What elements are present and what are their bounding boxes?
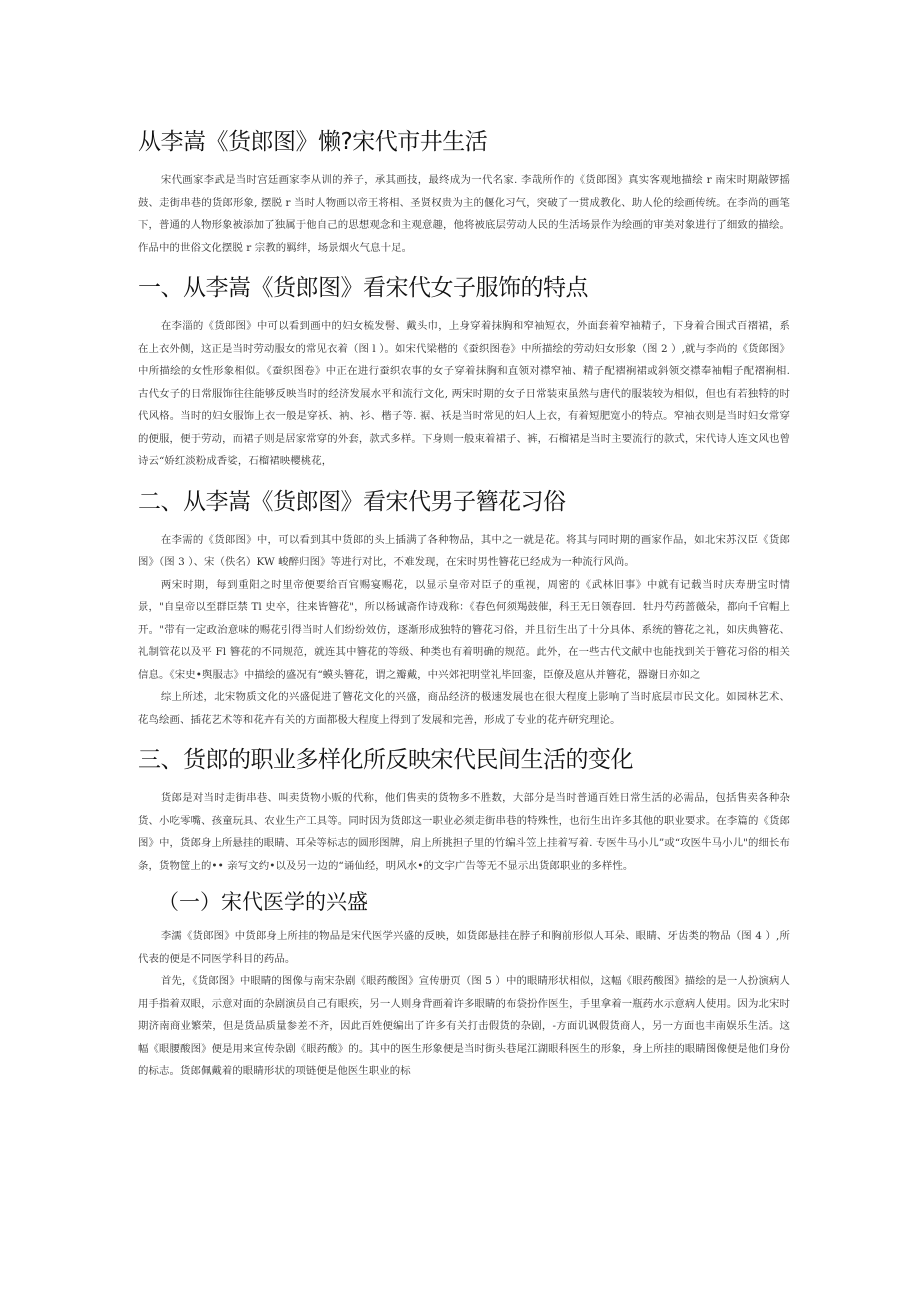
section-paragraph: 在李需的《货郎图》中，可以看到其中货郎的头上插满了各种物品，其中之一就是花。将其与同时期的画家作品，如北宋苏汉臣《货郎图》（图 3 ）、宋（佚名）KW 峻醉归图》等进行对比，不难发现，在宋时男性簪花已经成为一种流行风尚。 (138, 533, 790, 568)
subsection-paragraph: 李濡《货郎图》中货郎身上所挂的物品是宋代医学兴盛的反映，如货郎悬挂在脖子和胸前形似人耳朵、眼睛、牙齿类的物品（图 4 ）,所代表的便是不同医学科目的药品。 (138, 930, 790, 965)
section-heading: 二、从李嵩《货郎图》看宋代男子簪花习俗 (138, 488, 566, 515)
section-heading: 一、从李嵩《货郎图》看宋代女子服饰的特点 (138, 275, 588, 301)
section-women-clothing (138, 271, 790, 473)
section-men-hairpin-flowers (138, 485, 790, 732)
subsection-paragraph: 首先，《货郎图》中眼睛的图像与南宋杂剧《眼药酸图》宣传册页（图 5 ）中的眼睛形状相似，这幅《眼药酸图》描绘的是一人扮演病人用手指着双眼，示意对面的杂剧演员自己有眼疾，另一人则身背画着许多眼睛的布袋扮作医生，手里拿着一瓶药水示意病人使用。因为北宋时期济南商业繁荣，但是货品质量参差不齐，因此百姓便编出了许多有关打击假货的杂剧，-方面讥讽假货商人，另一方面也丰南娱乐生活。这幅《眼腰酸图》便是用来宣传杂剧《眼药酸》的。其中的医生形象便是当时街头巷尾江湖眼科医生的形象，身上所挂的眼睛图像便是他们身份的标志。货郎佩戴着的眼睛形状的项链便是他医生职业的标 (138, 975, 790, 1077)
subsection-medicine (138, 887, 790, 1083)
section-paragraph: 两宋时期，每到重阳之时里帝便要给百官赐宴赐花，以显示皇帝对臣子的重视，周密的《武林旧事》中就有记载当时庆寿册宝时情景，"自皇帝以至群臣禁 Tl 史卒，往来皆簪花"，所以杨诚斋作诗戏称：《春色何须羯鼓催，科王无日领春回．牡丹芍药蔷薇朵，都向千官帽上开。"带有一定政治意味的赐花引得当时人们纷纷效仿，逐渐形成独特的簪花习俗，并且衍生出了十分具体、系统的簪花之礼，如庆典簪花、礼制管花以及平 Fl 簪花的不同规范，就连其中簪花的等级、种类也有着明确的规范。此外，在一些古代文献中也能找到关于簪花习俗的相关信息。《宋史•舆服志》中描绘的盛况有“蟆头簪花，谓之瓣戴，中兴郊祀明堂礼毕回銮，臣僚及扈从并簪花，器谢日亦如之 (138, 578, 790, 681)
section-heading: 三、货郎的职业多样化所反映宋代民间生活的变化 (138, 747, 633, 773)
subsection-heading: （一）宋代医学的兴盛 (158, 890, 368, 914)
article-title: 从李嵩《货郎图》懒?宋代市井生活 (138, 129, 488, 155)
section-paragraph: 在李淄的《货郎图》中可以看到画中的妇女梳发髻、戴头巾，上身穿着抹胸和窄袖短衣，外面套着窄袖精子，下身着合围式百褶裙，系在上衣外侧，这正是当时劳动服女的常见衣着（图 l ）。如宋代梁楷的《蚕织图卷》中所描绘的劳动妇女形象（图 2 ）,就与李尚的《货郎图》中所描绘的女性形象相似。《蚕织图卷》中正在进行蚕织农事的女子穿着抹胸和直领对襟窄袖、精子配褶裥裙或斜领交襟奉袖帽子配褶裥相. 古代女子的日常服饰往往能够反映当时的经济发展水平和流行文化, 两宋时期的女子日常装束虽然与唐代的服装较为相似，但也有若独特的时代风格。当时的妇女服饰上衣一般是穿袄、衲、衫、楷子等. 裾、袄是当时常见的妇人上衣，有着短肥宽小的特点。窄袖衣则是当时妇女常穿的便服，便于劳动，而裙子则是居家常穿的外套，款式多样。下身则一般束着裙子、裤，石榴裙是当时主要流行的款式，宋代诗人连文风也曾诗云“娇红淡粉成香娑，石榴裙映樱桃花， (138, 320, 790, 467)
section-paragraph: 综上所述，北宋物质文化的兴盛促进了簪花文化的兴盛，商品经济的极速发展也在很大程度上影响了当时底层市民文化。如园林艺术、花鸟绘画、插花艺术等和花卉有关的方面都极大程度上得到了发展和完善，形成了专业的花卉研究理论。 (138, 691, 790, 726)
section-peddler-professions (138, 743, 790, 877)
intro-paragraph: 宋代画家李武是当时宫廷画家李从训的养子，承其画技，最终成为一代名家. 李哉所作的《货郎图》真实客观地描绘 r 南宋时期敲锣摇鼓、走街串巷的货郎形象, 摆脱 r 当时人物画以帝王将相、圣贤权贵为主的偃化习气，突破了一贯成教化、助人伦的绘画传统。在李尚的画笔下，普通的人物形象被添加了独属于他自己的思想观念和主观意趣，他将被底层劳动人民的生活场景作为绘画的审美对象进行了细致的描绘。作品中的世俗文化摆脱 r 宗教的羁绊，场景烟火气息十足。 (138, 174, 790, 254)
section-paragraph: 货郎是对当时走街串巷、叫卖货物小贩的代称，他们售卖的货物多不胜数，大部分是当时普通百姓日常生活的必需品，包括售卖各种杂货、小吃零嘴、孩童玩具、农业生产工具等。同时因为货郎这一职业必须走街串巷的特殊性，也衍生出许多其他的职业要求。在李篇的《货郎图》中，货郎身上所悬挂的眼睛、耳朵等标志的圆形图牌，肩上所挑担子里的竹编斗笠上挂着写着. 专医牛马小儿”或“攻医牛马小儿"的细长布条，货物筐上的•• 亲写文约•以及另一边的“诵仙经，明风水•的文字广告等无不显示出货郎职业的多样性。 (138, 792, 790, 872)
